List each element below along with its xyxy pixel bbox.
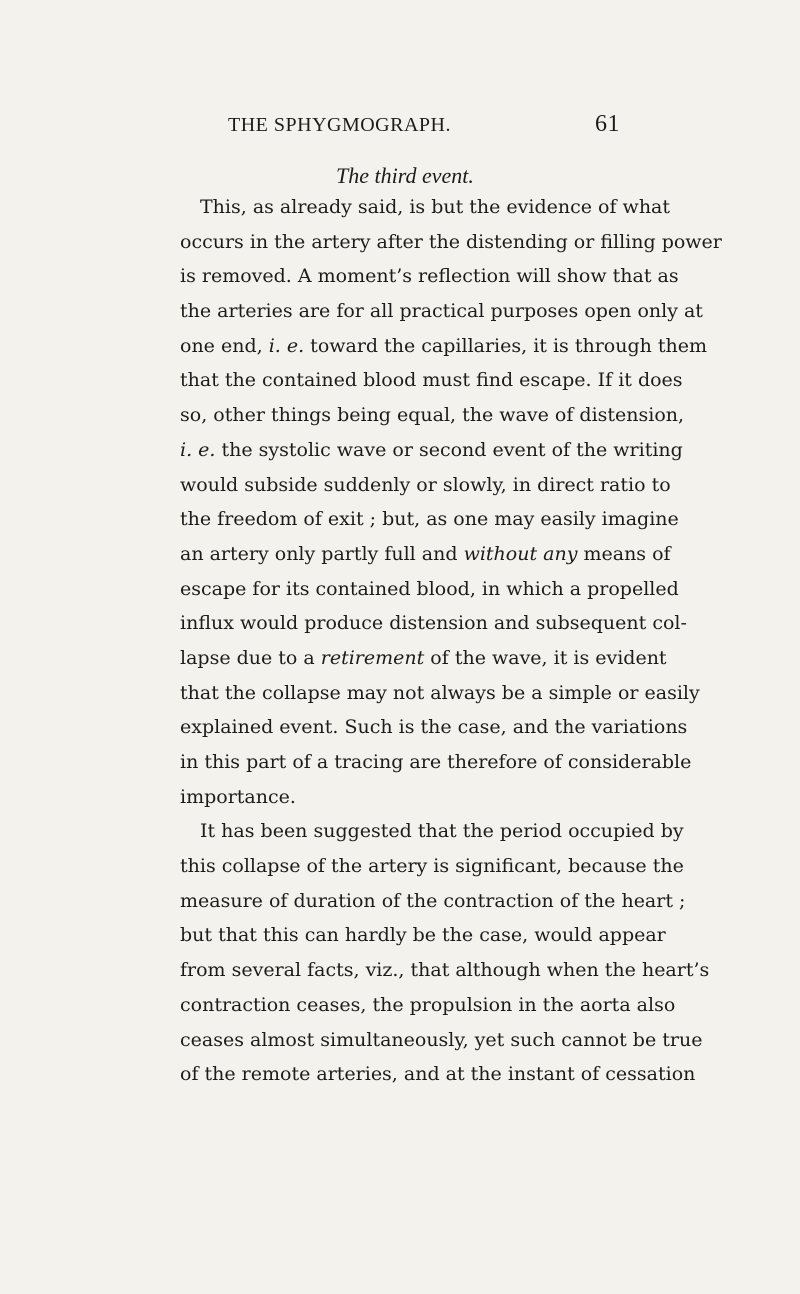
body-text bbox=[180, 190, 722, 1092]
running-title: THE SPHYGMOGRAPH. bbox=[228, 114, 451, 136]
text-line: importance. bbox=[180, 785, 296, 808]
page-number: 61 bbox=[595, 111, 620, 137]
text-line: from several facts, viz., that although when the heart’s bbox=[180, 959, 710, 982]
text-line: but that this can hardly be the case, would appear bbox=[180, 924, 666, 947]
text-line bbox=[180, 433, 683, 468]
text-line: ceases almost simultaneously, yet such cannot be true bbox=[180, 1028, 703, 1051]
text-run: lapse due to a bbox=[180, 646, 321, 669]
italic-run: i. e. bbox=[180, 438, 216, 461]
text-line: measure of duration of the contraction of the heart ; bbox=[180, 889, 686, 912]
text-run: means of bbox=[577, 542, 671, 565]
text-run: of the wave, it is evident bbox=[424, 646, 667, 669]
italic-run: retirement bbox=[320, 646, 425, 669]
text-run: toward the capillaries, it is through them bbox=[304, 334, 708, 357]
text-line: so, other things being equal, the wave of distension, bbox=[180, 404, 685, 427]
text-line: explained event. Such is the case, and the variations bbox=[180, 716, 688, 739]
text-line: influx would produce distension and subsequent col- bbox=[180, 612, 687, 635]
text-line: would subside suddenly or slowly, in direct ratio to bbox=[180, 473, 671, 496]
text-line: contraction ceases, the propulsion in the aorta also bbox=[180, 993, 676, 1016]
text-run: one end, bbox=[180, 334, 269, 357]
text-line: escape for its contained blood, in which a propelled bbox=[180, 577, 679, 600]
text-line: This, as already said, is but the evidence of what bbox=[200, 196, 671, 218]
text-line: the arteries are for all practical purposes open only at bbox=[180, 300, 703, 323]
text-line bbox=[180, 537, 671, 572]
text-line: that the collapse may not always be a simple or easily bbox=[180, 681, 700, 704]
text-line bbox=[180, 329, 708, 364]
text-line: is removed. A moment’s reflection will show that as bbox=[180, 265, 679, 288]
italic-run: i. e. bbox=[268, 334, 305, 357]
text-line: It has been suggested that the period occupied by bbox=[200, 820, 684, 843]
text-line: occurs in the artery after the distending or filling power bbox=[180, 230, 722, 253]
text-line: in this part of a tracing are therefore of considerable bbox=[180, 751, 692, 773]
running-head bbox=[180, 111, 620, 140]
text-line: of the remote arteries, and at the instant of cessation bbox=[180, 1063, 696, 1086]
section-heading: The third event. bbox=[336, 163, 474, 188]
text-line: that the contained blood must find escape. If it does bbox=[180, 369, 683, 392]
text-line: the freedom of exit ; but, as one may easily imagine bbox=[180, 508, 679, 531]
text-line bbox=[180, 641, 667, 676]
text-run: an artery only partly full and bbox=[180, 542, 464, 565]
italic-run: without any bbox=[463, 542, 578, 565]
text-run: the systolic wave or second event of the writing bbox=[215, 438, 683, 461]
text-line: this collapse of the artery is significant, because the bbox=[180, 855, 684, 878]
